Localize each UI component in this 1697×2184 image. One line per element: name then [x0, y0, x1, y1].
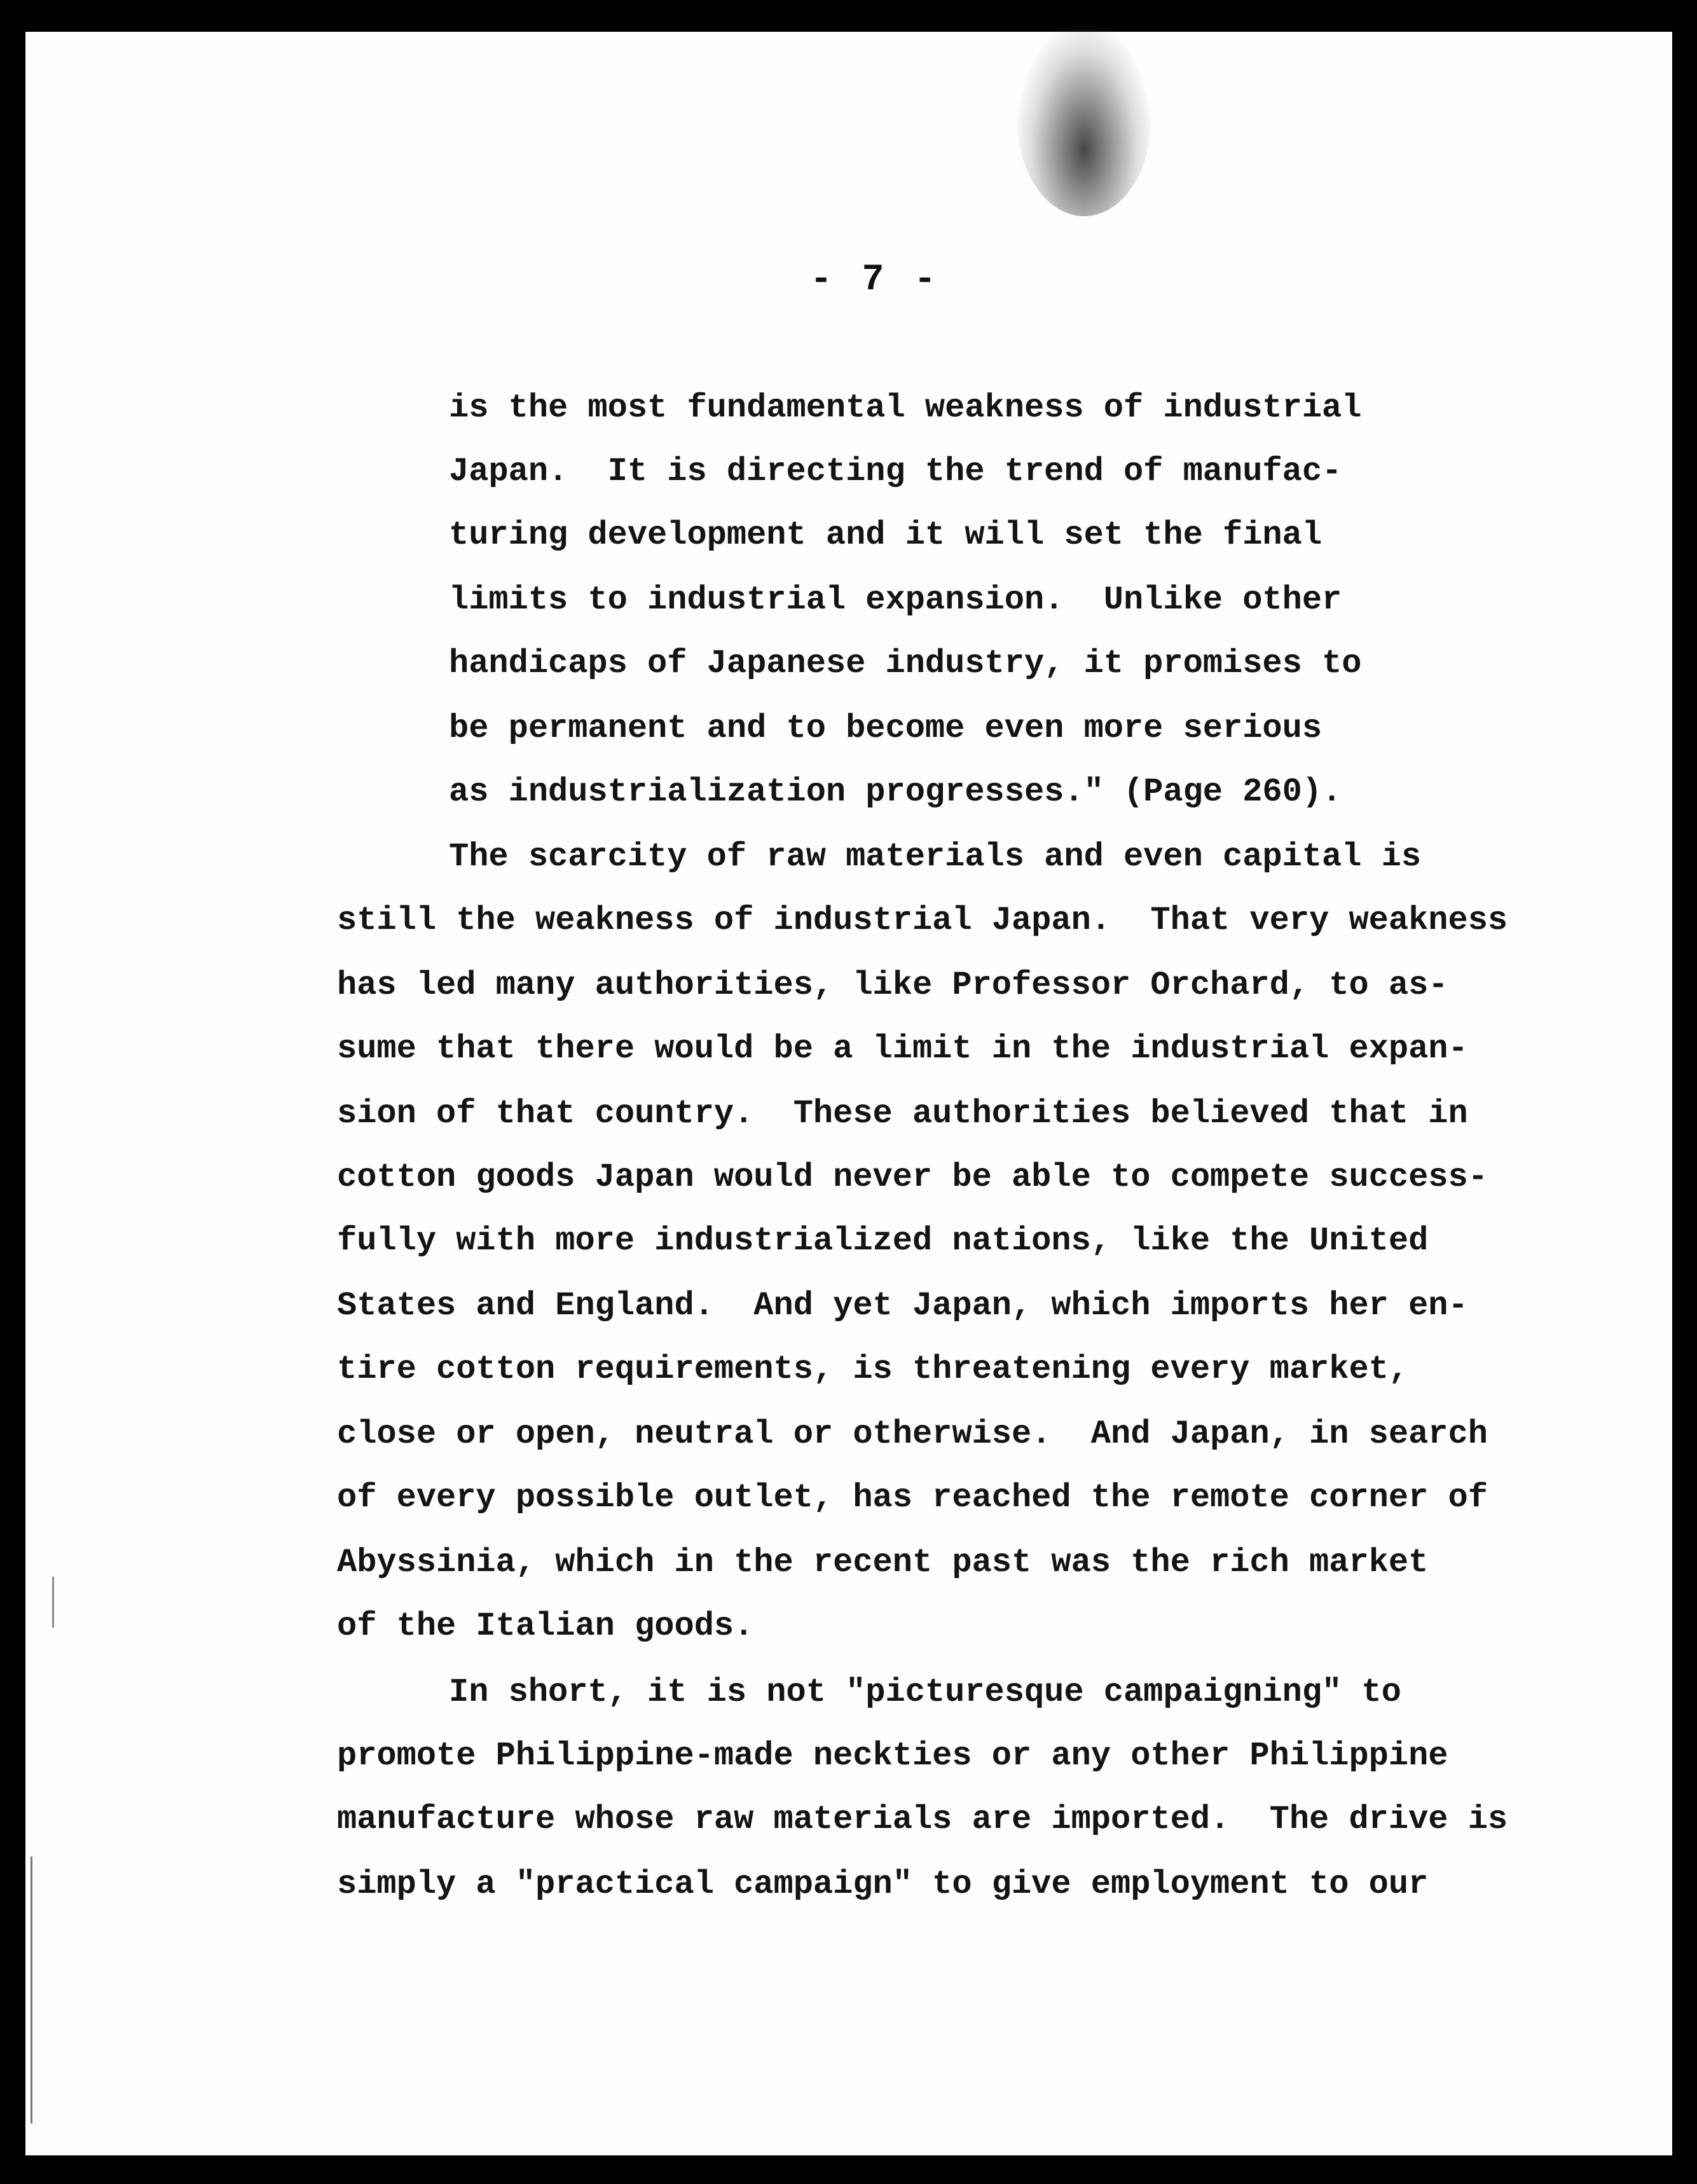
paragraph-line: has led many authorities, like Professor Orchard, to as-: [337, 966, 1448, 1004]
paragraph-line: promote Philippine-made neckties or any other Philippine: [337, 1737, 1448, 1775]
quote-line: Japan. It is directing the trend of manufac-: [449, 453, 1342, 490]
paragraph-line: of the Italian goods.: [337, 1607, 754, 1645]
paragraph-line: of every possible outlet, has reached the remote corner of: [337, 1479, 1488, 1516]
paragraph-line: simply a "practical campaign" to give employment to our: [337, 1865, 1429, 1903]
quote-line: limits to industrial expansion. Unlike other: [449, 581, 1342, 619]
quote-line: as industrialization progresses." (Page 260).: [449, 773, 1342, 811]
paragraph-line: States and England. And yet Japan, which imports her en-: [337, 1287, 1468, 1324]
quote-line: is the most fundamental weakness of industrial: [449, 389, 1362, 427]
ink-smudge: [1017, 25, 1151, 216]
page-number: - 7 -: [809, 259, 940, 301]
quote-line: be permanent and to become even more serious: [449, 710, 1323, 747]
quote-line: turing development and it will set the final: [449, 516, 1323, 554]
paragraph-line: The scarcity of raw materials and even capital is: [449, 838, 1422, 876]
paragraph-line: Abyssinia, which in the recent past was the rich market: [337, 1544, 1429, 1581]
paragraph-line: In short, it is not "picturesque campaigning" to: [449, 1673, 1401, 1711]
paragraph-line: cotton goods Japan would never be able to compete success-: [337, 1158, 1488, 1196]
paragraph-line: fully with more industrialized nations, like the United: [337, 1222, 1429, 1260]
quote-line: handicaps of Japanese industry, it promises to: [449, 645, 1362, 682]
margin-mark: [31, 1857, 32, 2124]
paragraph-line: sume that there would be a limit in the industrial expan-: [337, 1030, 1468, 1068]
paragraph-line: still the weakness of industrial Japan. That very weakness: [337, 902, 1508, 939]
paragraph-line: manufacture whose raw materials are imported. The drive is: [337, 1801, 1508, 1838]
paragraph-line: close or open, neutral or otherwise. And Japan, in search: [337, 1415, 1488, 1453]
margin-mark: [52, 1577, 54, 1628]
paragraph-line: sion of that country. These authorities believed that in: [337, 1095, 1468, 1132]
paragraph-line: tire cotton requirements, is threatening every market,: [337, 1350, 1409, 1388]
